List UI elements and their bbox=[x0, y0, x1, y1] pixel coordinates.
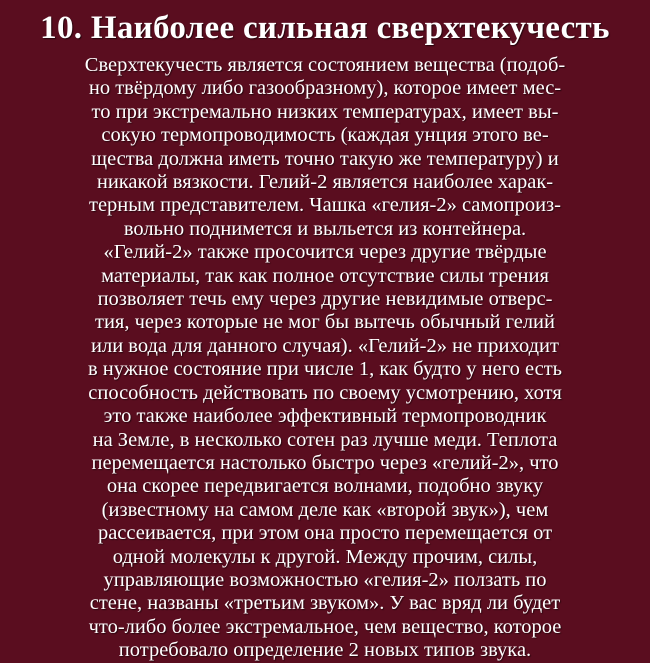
text-line: но твёрдому либо газообразному), которое имеет мес- bbox=[88, 77, 562, 100]
text-line: способность действовать по своему усмотрению, хотя bbox=[88, 381, 562, 404]
text-line: сокую термопроводимость (каждая унция этого ве- bbox=[101, 124, 549, 147]
text-line: на Земле, в несколько сотен раз лучше меди. Теплота bbox=[92, 428, 558, 451]
page-title: 10. Наиболее сильная сверхтекучесть bbox=[40, 10, 610, 46]
text-line: стене, названы «третьим звуком». У вас вряд ли будет bbox=[89, 592, 561, 615]
text-line: «Гелий-2» также просочится через другие твёрдые bbox=[103, 241, 547, 264]
text-line: она скорее передвигается волнами, подобно звуку bbox=[106, 475, 544, 498]
text-line: щества должна иметь точно такую же температуру) и bbox=[91, 147, 559, 170]
text-line: позволяет течь ему через другие невидимые отверс- bbox=[97, 288, 553, 311]
text-line: потребовало определение 2 новых типов звука. bbox=[118, 639, 532, 662]
text-line: одной молекулы к другой. Между прочим, силы, bbox=[112, 545, 538, 568]
text-line: вольно поднимется и выльется из контейнера. bbox=[123, 217, 527, 240]
text-line: в нужное состояние при числе 1, как будто у него есть bbox=[87, 358, 563, 381]
text-line: это также наиболее эффективный термопроводник bbox=[103, 405, 547, 428]
text-line: материалы, так как полное отсутствие силы трения bbox=[101, 264, 549, 287]
text-line: или вода для данного случая). «Гелий-2» не приходит bbox=[91, 334, 559, 357]
text-line: управляющие возможностью «гелия-2» ползать по bbox=[103, 568, 547, 591]
text-line: рассеивается, при этом она просто перемещается от bbox=[97, 522, 553, 545]
text-line: никакой вязкости. Гелий-2 является наиболее харак- bbox=[96, 171, 554, 194]
text-line: Сверхтекучесть является состоянием вещества (подоб- bbox=[84, 54, 566, 76]
text-line: терным представителем. Чашка «гелия-2» самопроиз- bbox=[89, 194, 561, 217]
text-line: (известному на самом деле как «второй звук»), чем bbox=[101, 498, 549, 521]
text-line: тия, через которые не мог бы вытечь обычный гелий bbox=[95, 311, 555, 334]
text-line: что-либо более экстремальное, чем вещество, которое bbox=[88, 615, 562, 638]
text-line: то при экстремально низких температурах, имеет вы- bbox=[91, 100, 559, 123]
body-paragraph bbox=[24, 54, 626, 663]
text-line: перемещается настолько быстро через «гелий-2», что bbox=[91, 451, 559, 474]
